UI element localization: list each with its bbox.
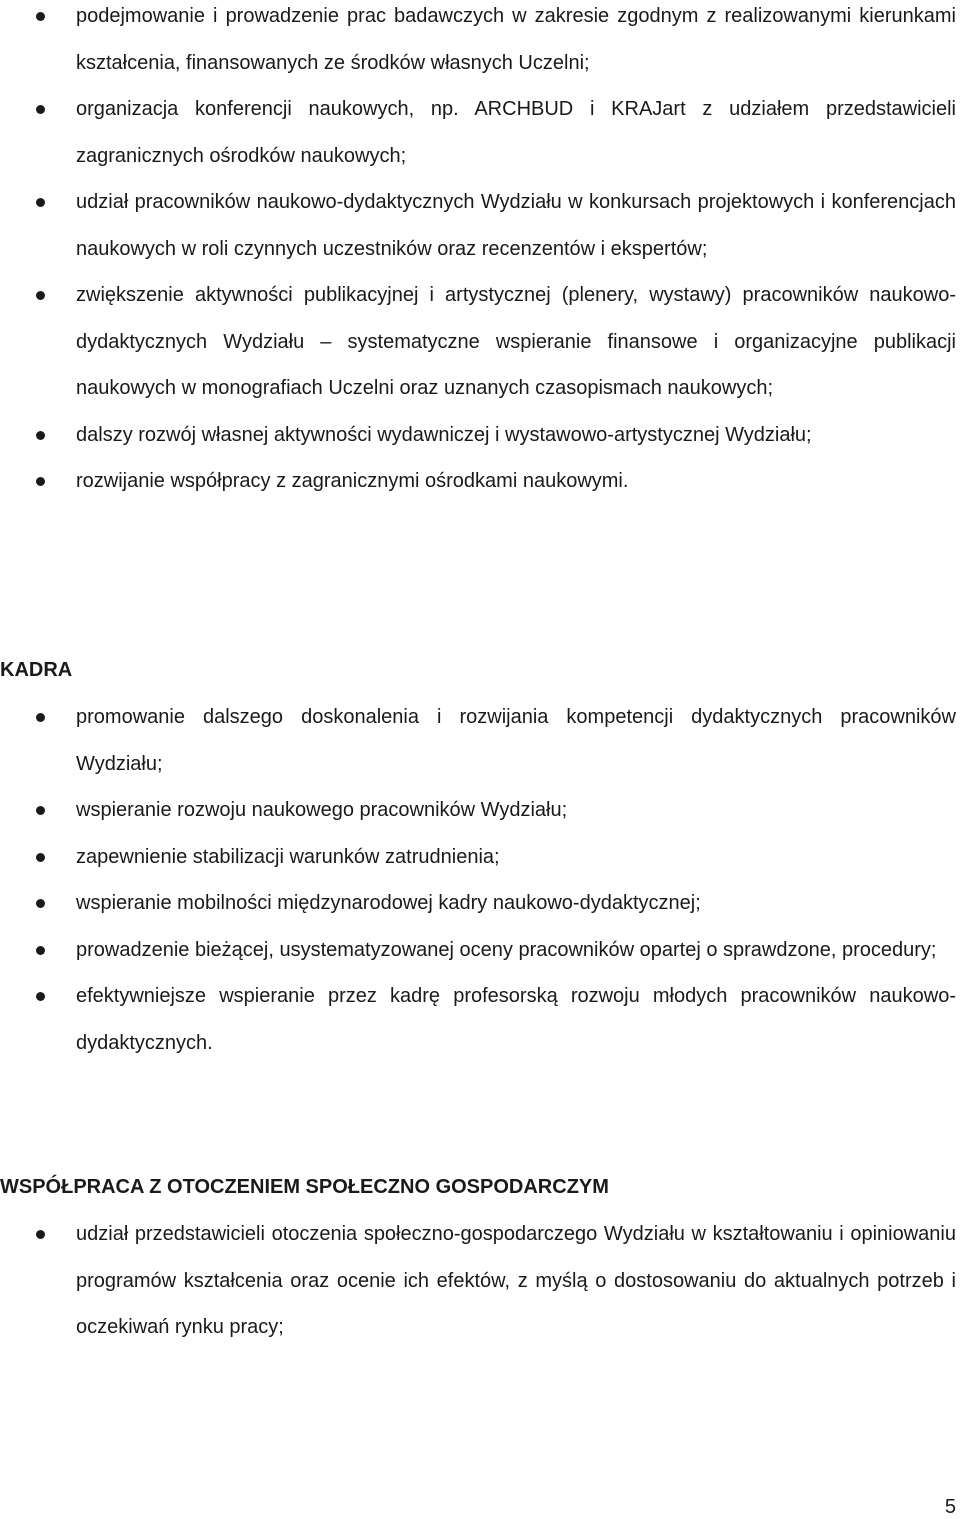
list-item-text: promowanie dalszego doskonalenia i rozwijania kompetencji dydaktycznych pracowników Wydziału; [76,706,956,775]
list-item-text: dalszy rozwój własnej aktywności wydawniczej i wystawowo-artystycznej Wydziału; [76,423,812,446]
list-item-text: zapewnienie stabilizacji warunków zatrudnienia; [76,845,500,868]
list-item [0,880,960,927]
bullet-icon [36,806,45,815]
list-item [0,834,960,881]
bullet-icon [36,1230,45,1239]
list-item-text: organizacja konferencji naukowych, np. ARCHBUD i KRAJart z udziałem przedstawicieli zagranicznych ośrodków naukowych; [76,98,956,167]
list-item [0,272,960,412]
bullet-icon [36,946,45,955]
bullet-icon [36,105,45,114]
bullet-icon [36,431,45,440]
section-heading-wspolpraca: WSPÓŁPRACA Z OTOCZENIEM SPOŁECZNO GOSPODARCZYM [0,1176,609,1198]
list-item [0,787,960,834]
bullet-icon [36,477,45,486]
list-item [0,86,960,179]
research-bullet-list [0,0,960,505]
list-item [0,458,960,505]
bullet-icon [36,992,45,1001]
list-item [0,1211,960,1351]
bullet-icon [36,713,45,722]
wspolpraca-bullet-list [0,1211,960,1351]
list-item-text: podejmowanie i prowadzenie prac badawczych w zakresie zgodnym z realizowanymi kierunkami kształcenia, finansowanych ze środków własnych Uczelni; [76,5,956,74]
bullet-icon [36,198,45,207]
bullet-icon [36,899,45,908]
list-item [0,0,960,86]
list-item [0,179,960,272]
list-item [0,412,960,459]
page-number: 5 [944,1496,956,1518]
section-heading-kadra: KADRA [0,659,73,681]
list-item-text: udział pracowników naukowo-dydaktycznych Wydziału w konkursach projektowych i konferencjach naukowych w roli czynnych uczestników oraz recenzentów i ekspertów; [76,191,956,260]
list-item [0,927,960,974]
list-item-text: udział przedstawicieli otoczenia społeczno-gospodarczego Wydziału w kształtowaniu i opiniowaniu programów kształcenia oraz ocenie ich efektów, z myślą o dostosowaniu do aktualnych potrzeb i oczekiwań rynku pracy; [76,1223,956,1338]
list-item [0,694,960,787]
list-item-text: wspieranie rozwoju naukowego pracowników Wydziału; [76,799,568,821]
bullet-icon [36,12,45,21]
list-item-text: rozwijanie współpracy z zagranicznymi ośrodkami naukowymi. [76,470,629,492]
list-item-text: wspieranie mobilności międzynarodowej kadry naukowo-dydaktycznej; [76,892,701,914]
list-item-text: prowadzenie bieżącej, usystematyzowanej oceny pracowników opartej o sprawdzone, procedury; [76,938,937,961]
bullet-icon [36,291,45,300]
kadra-bullet-list [0,694,960,1066]
list-item [0,973,960,1066]
list-item-text: efektywniejsze wspieranie przez kadrę profesorską rozwoju młodych pracowników naukowo-dydaktycznych. [76,985,956,1054]
bullet-icon [36,853,45,862]
list-item-text: zwiększenie aktywności publikacyjnej i artystycznej (plenery, wystawy) pracowników naukowo-dydaktycznych Wydziału – systematyczne wspieranie finansowe i organizacyjne publikacji naukowych w monografiach Uczelni oraz uznanych czasopismach naukowych; [76,284,956,399]
